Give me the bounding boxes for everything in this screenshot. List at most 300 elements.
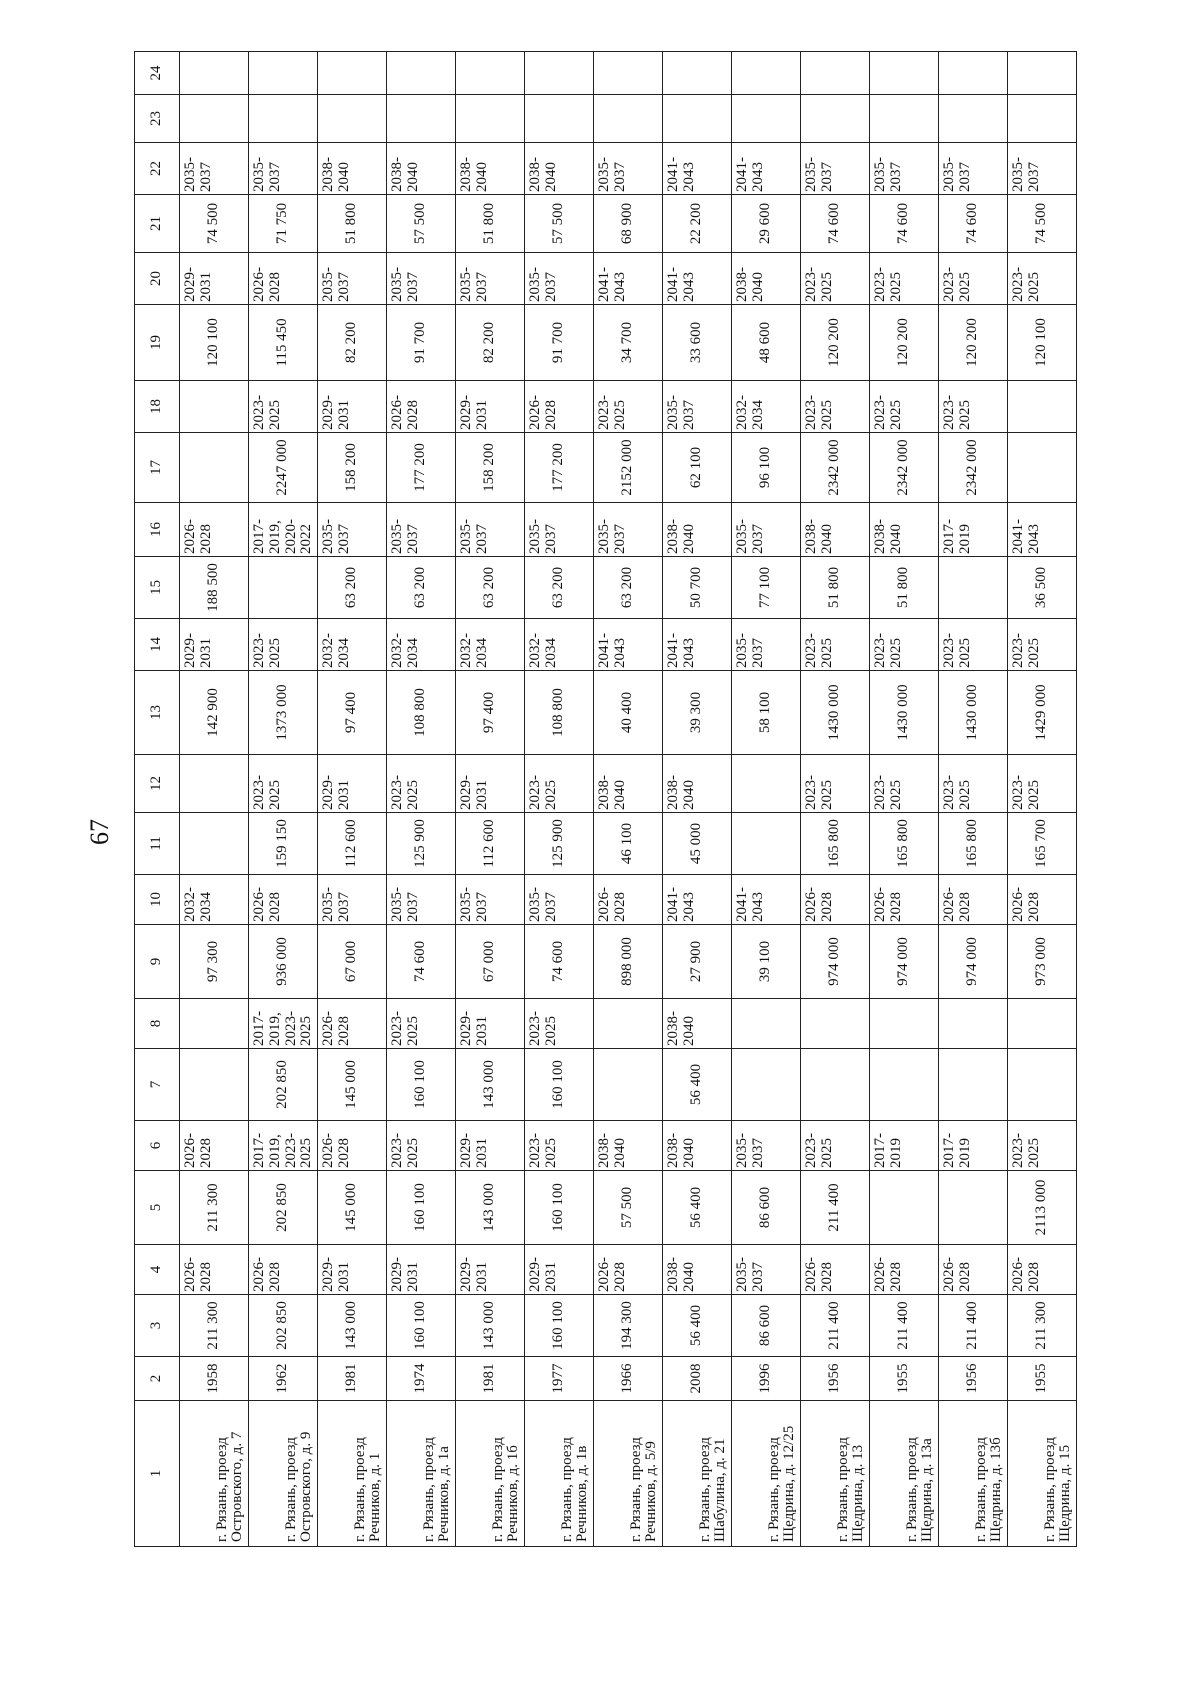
period-cell: 2035-2037 (732, 619, 801, 671)
period-cell: 2029-2031 (318, 381, 387, 433)
value-cell: 159 150 (249, 813, 318, 875)
value-cell: 120 200 (870, 305, 939, 381)
period-cell: 2041-2043 (732, 143, 801, 195)
period-cell: 2038-2040 (663, 503, 732, 557)
value-cell (939, 1171, 1008, 1245)
value-cell: 97 300 (180, 925, 249, 999)
column-header-6: 6 (135, 1121, 180, 1171)
value-cell (594, 52, 663, 95)
value-cell: 36 500 (1008, 557, 1077, 619)
value-cell: 158 200 (456, 433, 525, 503)
period-cell: 2038-2040 (732, 253, 801, 305)
value-cell: 82 200 (318, 305, 387, 381)
period-cell: 2041-2043 (1008, 503, 1077, 557)
period-cell: 2041-2043 (663, 143, 732, 195)
value-cell: 46 100 (594, 813, 663, 875)
value-cell: 1981 (318, 1357, 387, 1401)
period-cell: 2023-2025 (525, 755, 594, 813)
value-cell: 1955 (870, 1357, 939, 1401)
period-cell: 2023-2025 (387, 755, 456, 813)
period-cell: 2026-2028 (180, 1121, 249, 1171)
value-cell: 91 700 (525, 305, 594, 381)
value-cell (732, 52, 801, 95)
value-cell: 143 000 (456, 1049, 525, 1121)
value-cell (732, 755, 801, 813)
table-row (180, 52, 249, 1547)
period-cell: 2038-2040 (663, 755, 732, 813)
period-cell: 2029-2031 (456, 999, 525, 1049)
column-header-9: 9 (135, 925, 180, 999)
value-cell: 48 600 (732, 305, 801, 381)
period-cell: 2032-2034 (180, 875, 249, 925)
period-cell: 2026-2028 (249, 1245, 318, 1295)
period-cell: 2026-2028 (594, 875, 663, 925)
value-cell: 120 100 (180, 305, 249, 381)
value-cell: 67 000 (456, 925, 525, 999)
value-cell: 91 700 (387, 305, 456, 381)
address-cell: г. Рязань, проезд Щедрина, д. 13а (870, 1401, 939, 1547)
value-cell: 86 600 (732, 1295, 801, 1357)
value-cell (180, 52, 249, 95)
column-header-3: 3 (135, 1295, 180, 1357)
period-cell: 2026-2028 (249, 253, 318, 305)
value-cell (732, 813, 801, 875)
period-cell: 2023-2025 (387, 999, 456, 1049)
value-cell (180, 95, 249, 143)
value-cell: 56 400 (663, 1171, 732, 1245)
period-cell: 2023-2025 (525, 1121, 594, 1171)
value-cell: 211 300 (180, 1295, 249, 1357)
value-cell: 974 000 (801, 925, 870, 999)
value-cell: 165 700 (1008, 813, 1077, 875)
value-cell: 2008 (663, 1357, 732, 1401)
period-cell: 2038-2040 (870, 503, 939, 557)
period-cell: 2035-2037 (456, 875, 525, 925)
period-cell: 2017-2019 (939, 1121, 1008, 1171)
period-cell: 2035-2037 (318, 253, 387, 305)
value-cell (939, 1049, 1008, 1121)
period-cell: 2023-2025 (870, 755, 939, 813)
period-cell: 2026-2028 (525, 381, 594, 433)
value-cell (456, 95, 525, 143)
column-header-16: 16 (135, 503, 180, 557)
period-cell: 2035-2037 (387, 875, 456, 925)
value-cell (939, 557, 1008, 619)
period-cell: 2035-2037 (387, 253, 456, 305)
period-cell: 2026-2028 (801, 875, 870, 925)
table-row (456, 52, 525, 1547)
period-cell: 2032-2034 (456, 619, 525, 671)
value-cell (732, 1049, 801, 1121)
value-cell: 177 200 (387, 433, 456, 503)
period-cell: 2023-2025 (939, 755, 1008, 813)
address-cell: г. Рязань, проезд Островского, д. 7 (180, 1401, 249, 1547)
value-cell: 29 600 (732, 195, 801, 253)
period-cell: 2038-2040 (387, 143, 456, 195)
table-row (870, 52, 939, 1547)
period-cell: 2026-2028 (249, 875, 318, 925)
column-header-1: 1 (135, 1401, 180, 1547)
value-cell: 145 000 (318, 1049, 387, 1121)
table-row (387, 52, 456, 1547)
value-cell: 211 300 (1008, 1295, 1077, 1357)
value-cell: 1958 (180, 1357, 249, 1401)
address-cell: г. Рязань, проезд Речников, д. 1 (318, 1401, 387, 1547)
value-cell: 165 800 (801, 813, 870, 875)
value-cell: 67 000 (318, 925, 387, 999)
period-cell: 2023-2025 (801, 1121, 870, 1171)
value-cell: 160 100 (387, 1049, 456, 1121)
value-cell (939, 95, 1008, 143)
value-cell (180, 999, 249, 1049)
period-cell: 2017-2019 (870, 1121, 939, 1171)
period-cell: 2023-2025 (801, 253, 870, 305)
period-cell: 2041-2043 (663, 875, 732, 925)
value-cell: 57 500 (387, 195, 456, 253)
period-cell: 2017-2019, 2023-2025 (249, 1121, 318, 1171)
period-cell: 2023-2025 (249, 755, 318, 813)
value-cell: 143 000 (456, 1295, 525, 1357)
period-cell: 2026-2028 (939, 1245, 1008, 1295)
value-cell (1008, 999, 1077, 1049)
column-header-18: 18 (135, 381, 180, 433)
value-cell: 68 900 (594, 195, 663, 253)
table-row (1008, 52, 1077, 1547)
value-cell: 58 100 (732, 671, 801, 755)
value-cell: 51 800 (456, 195, 525, 253)
value-cell: 2152 000 (594, 433, 663, 503)
value-cell: 211 400 (801, 1295, 870, 1357)
value-cell (594, 1049, 663, 1121)
period-cell: 2023-2025 (1008, 619, 1077, 671)
value-cell: 51 800 (801, 557, 870, 619)
period-cell: 2026-2028 (801, 1245, 870, 1295)
value-cell (525, 52, 594, 95)
rotated-table-container (134, 65, 1074, 1547)
period-cell: 2035-2037 (870, 143, 939, 195)
value-cell: 96 100 (732, 433, 801, 503)
value-cell: 57 500 (594, 1171, 663, 1245)
value-cell: 1430 000 (870, 671, 939, 755)
period-cell: 2026-2028 (594, 1245, 663, 1295)
value-cell: 202 850 (249, 1171, 318, 1245)
period-cell: 2035-2037 (801, 143, 870, 195)
value-cell (318, 95, 387, 143)
value-cell (387, 95, 456, 143)
value-cell: 39 100 (732, 925, 801, 999)
period-cell: 2023-2025 (939, 619, 1008, 671)
period-cell: 2035-2037 (663, 381, 732, 433)
period-cell: 2023-2025 (870, 619, 939, 671)
value-cell: 202 850 (249, 1049, 318, 1121)
value-cell: 143 000 (456, 1171, 525, 1245)
period-cell: 2029-2031 (456, 381, 525, 433)
period-cell: 2035-2037 (939, 143, 1008, 195)
value-cell (594, 95, 663, 143)
value-cell: 125 900 (525, 813, 594, 875)
value-cell: 177 200 (525, 433, 594, 503)
page-number: 67 (85, 819, 114, 845)
period-cell: 2023-2025 (525, 999, 594, 1049)
value-cell: 120 200 (801, 305, 870, 381)
value-cell: 973 000 (1008, 925, 1077, 999)
value-cell: 1981 (456, 1357, 525, 1401)
value-cell: 188 500 (180, 557, 249, 619)
value-cell (1008, 1049, 1077, 1121)
value-cell (387, 52, 456, 95)
period-cell: 2026-2028 (387, 381, 456, 433)
period-cell: 2026-2028 (1008, 1245, 1077, 1295)
period-cell: 2023-2025 (939, 381, 1008, 433)
value-cell (801, 999, 870, 1049)
value-cell: 39 300 (663, 671, 732, 755)
value-cell (801, 1049, 870, 1121)
value-cell (180, 755, 249, 813)
value-cell: 165 800 (939, 813, 1008, 875)
value-cell: 1429 000 (1008, 671, 1077, 755)
value-cell (732, 95, 801, 143)
column-header-22: 22 (135, 143, 180, 195)
period-cell: 2017-2019 (939, 503, 1008, 557)
value-cell: 160 100 (387, 1295, 456, 1357)
value-cell: 1956 (939, 1357, 1008, 1401)
period-cell: 2035-2037 (525, 875, 594, 925)
value-cell: 145 000 (318, 1171, 387, 1245)
period-cell: 2026-2028 (870, 875, 939, 925)
value-cell: 160 100 (525, 1049, 594, 1121)
value-cell (870, 95, 939, 143)
table-row (732, 52, 801, 1547)
value-cell (180, 433, 249, 503)
period-cell: 2023-2025 (801, 381, 870, 433)
period-cell: 2035-2037 (1008, 143, 1077, 195)
value-cell (1008, 381, 1077, 433)
column-header-7: 7 (135, 1049, 180, 1121)
value-cell: 50 700 (663, 557, 732, 619)
header-row (135, 52, 180, 1547)
column-header-5: 5 (135, 1171, 180, 1245)
value-cell: 74 600 (801, 195, 870, 253)
value-cell: 2342 000 (870, 433, 939, 503)
address-cell: г. Рязань, проезд Речников, д. 1б (456, 1401, 525, 1547)
table-row (594, 52, 663, 1547)
value-cell (1008, 433, 1077, 503)
period-cell: 2029-2031 (318, 755, 387, 813)
value-cell: 51 800 (318, 195, 387, 253)
value-cell (870, 1049, 939, 1121)
period-cell: 2017-2019, 2020-2022 (249, 503, 318, 557)
value-cell (180, 1049, 249, 1121)
period-cell: 2023-2025 (249, 619, 318, 671)
column-header-24: 24 (135, 52, 180, 95)
value-cell: 112 600 (318, 813, 387, 875)
period-cell: 2041-2043 (663, 253, 732, 305)
value-cell: 1430 000 (801, 671, 870, 755)
period-cell: 2023-2025 (249, 381, 318, 433)
value-cell (180, 813, 249, 875)
table-row (801, 52, 870, 1547)
period-cell: 2029-2031 (456, 1245, 525, 1295)
period-cell: 2023-2025 (801, 755, 870, 813)
value-cell (1008, 95, 1077, 143)
value-cell: 63 200 (387, 557, 456, 619)
value-cell (180, 381, 249, 433)
value-cell (732, 999, 801, 1049)
period-cell: 2035-2037 (318, 503, 387, 557)
period-cell: 2038-2040 (663, 1245, 732, 1295)
table-row (318, 52, 387, 1547)
value-cell: 1977 (525, 1357, 594, 1401)
column-header-11: 11 (135, 813, 180, 875)
period-cell: 2017-2019, 2023-2025 (249, 999, 318, 1049)
value-cell: 1962 (249, 1357, 318, 1401)
period-cell: 2023-2025 (870, 381, 939, 433)
period-cell: 2029-2031 (387, 1245, 456, 1295)
period-cell: 2038-2040 (594, 755, 663, 813)
value-cell: 936 000 (249, 925, 318, 999)
value-cell (663, 95, 732, 143)
value-cell: 142 900 (180, 671, 249, 755)
value-cell: 1373 000 (249, 671, 318, 755)
period-cell: 2035-2037 (594, 503, 663, 557)
period-cell: 2032-2034 (525, 619, 594, 671)
value-cell (870, 1171, 939, 1245)
value-cell: 211 400 (939, 1295, 1008, 1357)
value-cell: 82 200 (456, 305, 525, 381)
table-row (663, 52, 732, 1547)
address-cell: г. Рязань, проезд Речников, д. 1а (387, 1401, 456, 1547)
period-cell: 2023-2025 (1008, 1121, 1077, 1171)
period-cell: 2035-2037 (732, 503, 801, 557)
period-cell: 2038-2040 (594, 1121, 663, 1171)
value-cell: 2247 000 (249, 433, 318, 503)
column-header-15: 15 (135, 557, 180, 619)
value-cell: 211 400 (801, 1171, 870, 1245)
value-cell: 108 800 (525, 671, 594, 755)
value-cell (663, 52, 732, 95)
value-cell: 57 500 (525, 195, 594, 253)
capital-repair-table (134, 51, 1077, 1547)
period-cell: 2029-2031 (525, 1245, 594, 1295)
period-cell: 2023-2025 (1008, 755, 1077, 813)
value-cell: 211 400 (870, 1295, 939, 1357)
period-cell: 2041-2043 (594, 619, 663, 671)
column-header-10: 10 (135, 875, 180, 925)
period-cell: 2026-2028 (939, 875, 1008, 925)
value-cell: 143 000 (318, 1295, 387, 1357)
value-cell (249, 52, 318, 95)
value-cell: 71 750 (249, 195, 318, 253)
value-cell: 74 600 (387, 925, 456, 999)
period-cell: 2035-2037 (456, 253, 525, 305)
period-cell: 2032-2034 (387, 619, 456, 671)
table-row (525, 52, 594, 1547)
value-cell: 160 100 (525, 1295, 594, 1357)
column-header-14: 14 (135, 619, 180, 671)
value-cell: 1966 (594, 1357, 663, 1401)
column-header-8: 8 (135, 999, 180, 1049)
value-cell: 1955 (1008, 1357, 1077, 1401)
value-cell: 2113 000 (1008, 1171, 1077, 1245)
period-cell: 2035-2037 (249, 143, 318, 195)
value-cell: 40 400 (594, 671, 663, 755)
value-cell: 2342 000 (801, 433, 870, 503)
column-header-19: 19 (135, 305, 180, 381)
period-cell: 2035-2037 (456, 503, 525, 557)
period-cell: 2026-2028 (1008, 875, 1077, 925)
value-cell: 45 000 (663, 813, 732, 875)
value-cell: 974 000 (939, 925, 1008, 999)
value-cell (801, 52, 870, 95)
period-cell: 2035-2037 (732, 1245, 801, 1295)
value-cell: 211 300 (180, 1171, 249, 1245)
value-cell: 194 300 (594, 1295, 663, 1357)
period-cell: 2032-2034 (318, 619, 387, 671)
period-cell: 2035-2037 (387, 503, 456, 557)
value-cell: 27 900 (663, 925, 732, 999)
value-cell: 112 600 (456, 813, 525, 875)
value-cell: 63 200 (456, 557, 525, 619)
period-cell: 2023-2025 (594, 381, 663, 433)
value-cell: 77 100 (732, 557, 801, 619)
value-cell: 125 900 (387, 813, 456, 875)
address-cell: г. Рязань, проезд Щедрина, д. 12/25 (732, 1401, 801, 1547)
value-cell: 120 200 (939, 305, 1008, 381)
address-cell: г. Рязань, проезд Речников, д. 1в (525, 1401, 594, 1547)
period-cell: 2038-2040 (663, 999, 732, 1049)
value-cell (456, 52, 525, 95)
value-cell: 2342 000 (939, 433, 1008, 503)
period-cell: 2035-2037 (594, 143, 663, 195)
value-cell: 63 200 (318, 557, 387, 619)
period-cell: 2038-2040 (525, 143, 594, 195)
value-cell: 74 500 (1008, 195, 1077, 253)
value-cell (594, 999, 663, 1049)
period-cell: 2029-2031 (180, 253, 249, 305)
period-cell: 2029-2031 (456, 755, 525, 813)
address-cell: г. Рязань, проезд Щедрина, д. 13б (939, 1401, 1008, 1547)
column-header-17: 17 (135, 433, 180, 503)
value-cell: 120 100 (1008, 305, 1077, 381)
value-cell: 160 100 (387, 1171, 456, 1245)
value-cell (939, 999, 1008, 1049)
column-header-23: 23 (135, 95, 180, 143)
value-cell: 33 600 (663, 305, 732, 381)
period-cell: 2026-2028 (318, 1121, 387, 1171)
period-cell: 2038-2040 (663, 1121, 732, 1171)
value-cell: 1956 (801, 1357, 870, 1401)
period-cell: 2035-2037 (318, 875, 387, 925)
value-cell: 63 200 (594, 557, 663, 619)
value-cell: 165 800 (870, 813, 939, 875)
value-cell (801, 95, 870, 143)
value-cell: 86 600 (732, 1171, 801, 1245)
period-cell: 2029-2031 (456, 1121, 525, 1171)
value-cell: 56 400 (663, 1049, 732, 1121)
value-cell (1008, 52, 1077, 95)
column-header-2: 2 (135, 1357, 180, 1401)
period-cell: 2026-2028 (870, 1245, 939, 1295)
period-cell: 2023-2025 (387, 1121, 456, 1171)
period-cell: 2026-2028 (180, 503, 249, 557)
period-cell: 2035-2037 (525, 253, 594, 305)
value-cell: 202 850 (249, 1295, 318, 1357)
value-cell: 74 600 (870, 195, 939, 253)
value-cell: 74 600 (525, 925, 594, 999)
value-cell: 63 200 (525, 557, 594, 619)
period-cell: 2029-2031 (180, 619, 249, 671)
period-cell: 2023-2025 (870, 253, 939, 305)
